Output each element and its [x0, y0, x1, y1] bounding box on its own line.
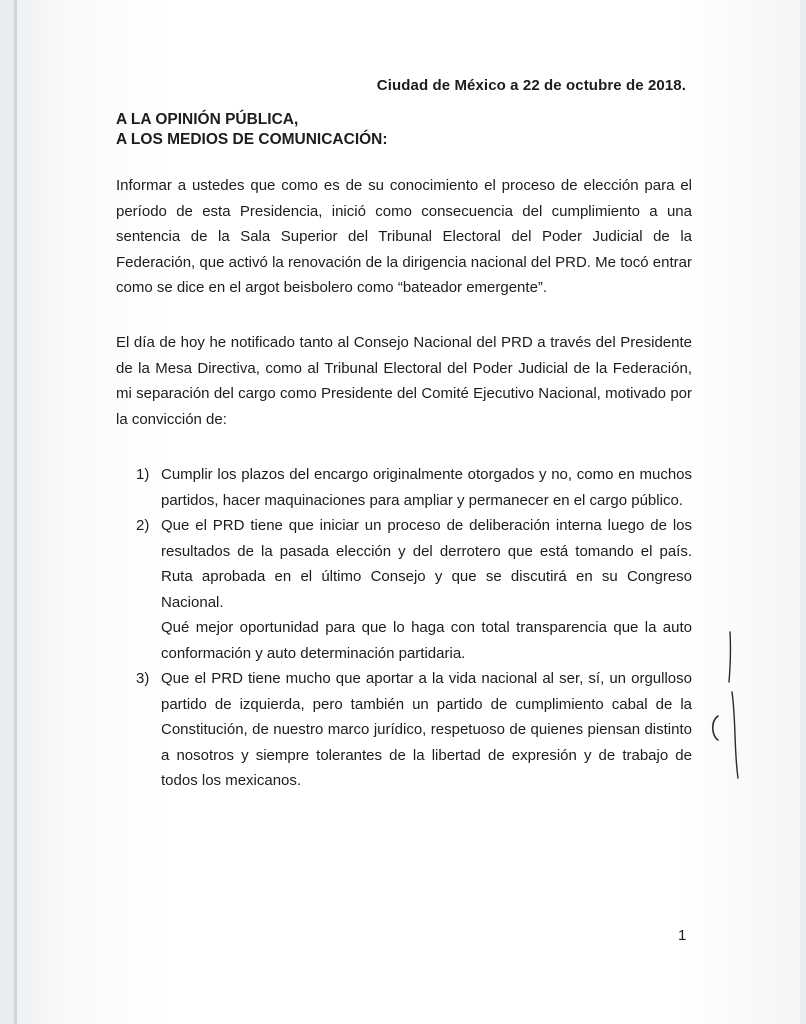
- list-item-number: 2): [136, 517, 150, 534]
- addressee-line-1: A LA OPINIÓN PÚBLICA,: [116, 111, 299, 128]
- handwritten-margin-mark: [702, 630, 762, 780]
- paragraph-1: Informar a ustedes que como es de su conocimiento el proceso de elección para el período de esta Presidencia, inició como consecuencia del cumplimiento a una sentencia de la Sala Superior del Tribunal Electoral del Poder Judicial de la Federación, que activó la renovación de la dirigencia nacional del PRD. Me tocó entrar como se dice en el argot beisbolero como “bateador emergente”.: [116, 177, 692, 296]
- list-item: [136, 462, 692, 513]
- paragraph-2: El día de hoy he notificado tanto al Consejo Nacional del PRD a través del Presidente de la Mesa Directiva, como al Tribunal Electoral del Poder Judicial de la Federación, mi separación del cargo como Presidente del Comité Ejecutivo Nacional, motivado por la convicción de:: [116, 334, 692, 428]
- document-date: Ciudad de México a 22 de octubre de 2018.: [376, 77, 686, 94]
- addressee-block: [116, 110, 388, 150]
- list-item: [136, 513, 692, 666]
- page-number: 1: [678, 927, 687, 944]
- list-item-text: Que el PRD tiene que iniciar un proceso de deliberación interna luego de los resultados de la pasada elección y del derrotero que está tomando el país. Ruta aprobada en el último Consejo y que se discutirá en su Congreso Nacional.: [161, 517, 692, 611]
- list-item-text: Cumplir los plazos del encargo originalmente otorgados y no, como en muchos partidos, hacer maquinaciones para ampliar y permanecer en el cargo público.: [161, 466, 692, 509]
- document-page: [14, 0, 800, 1024]
- list-item-number: 1): [136, 466, 150, 483]
- page-edge: [14, 0, 17, 1024]
- list-item-number: 3): [136, 670, 150, 687]
- list-item-text: Que el PRD tiene mucho que aportar a la vida nacional al ser, sí, un orgulloso partido de izquierda, pero también un partido de cumplimiento cabal de la Constitución, de nuestro marco jurídico, respetuoso de quienes piensan distinto a nosotros y siempre tolerantes de la libertad de expresión y de trabajo de todos los mexicanos.: [161, 670, 692, 789]
- conviction-list: [136, 462, 692, 794]
- list-item: [136, 666, 692, 794]
- addressee-line-2: A LOS MEDIOS DE COMUNICACIÓN:: [116, 131, 388, 148]
- list-item-note: Qué mejor oportunidad para que lo haga con total transparencia que la auto conformación y auto determinación partidaria.: [161, 619, 692, 662]
